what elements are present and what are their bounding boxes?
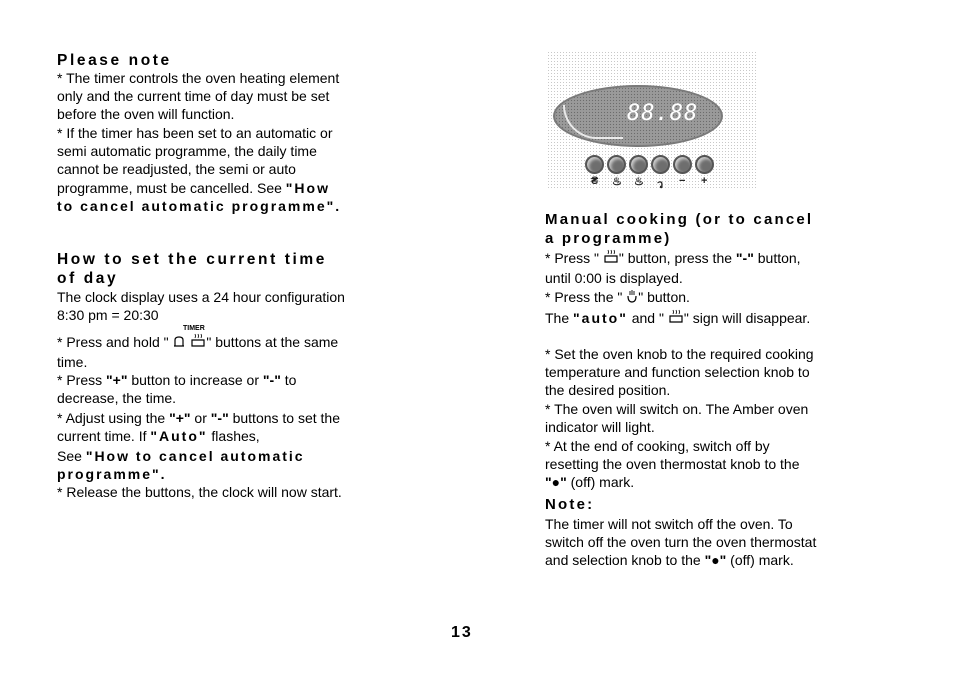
plus-icon: +	[701, 175, 708, 187]
note-heading: Note:	[545, 496, 595, 513]
p4-text-c: to decrease, the time.	[57, 372, 297, 407]
manual-p5: * The oven will switch on. The Amber oven indicator will light.	[545, 401, 809, 436]
set-time-p1: The clock display uses a 24 hour configuration	[57, 289, 345, 305]
manual-p1-text-b: " button, press the	[618, 250, 736, 266]
manual-p2	[545, 288, 820, 308]
cooking-pot-icon	[668, 309, 684, 329]
set-time-p6	[57, 447, 347, 483]
manual-hand-icon	[626, 290, 638, 308]
manual-p3-text-c: " sign will disappear.	[683, 310, 811, 326]
p5-text-or: or	[190, 410, 211, 426]
set-time-p3	[57, 333, 347, 371]
p5-text-c: flashes,	[207, 428, 260, 445]
note-text	[545, 515, 820, 570]
manual-p2-text-b: " button.	[638, 289, 690, 305]
p5-text-b: buttons to set the current time. If	[57, 410, 340, 445]
note-text-a: The timer will not switch off the oven. To switch off the oven turn the oven thermostat and selection knob to the	[545, 516, 817, 569]
p6-text-a: See	[57, 448, 86, 464]
panel-button-5	[673, 155, 692, 174]
manual-p4: * Set the oven knob to the required cooking temperature and function selection knob to the desired position.	[545, 346, 814, 399]
plus-symbol: "+"	[106, 372, 128, 388]
set-time-p3-text-a: * Press and hold "	[57, 334, 169, 350]
set-time-heading: How to set the current time of day	[57, 251, 328, 287]
auto-label: "Auto"	[150, 428, 208, 445]
display-digits: 88.88	[627, 101, 699, 126]
p4-text-b: button to increase or	[127, 372, 263, 388]
p4-text-a: * Press	[57, 372, 107, 388]
manual-p6-text: * At the end of cooking, switch off by resetting the oven thermostat knob to the	[545, 438, 800, 473]
cooking-pot-icon	[603, 249, 619, 269]
minus-icon: −	[679, 175, 686, 187]
minus-symbol: "-"	[210, 410, 229, 426]
off-mark-symbol: "●"	[545, 474, 567, 491]
please-note-p1-text: * The timer controls the oven heating element only and the current time of day must be set before the oven will function.	[57, 70, 340, 123]
manual-hand-icon: ว	[657, 179, 664, 191]
minus-symbol: "-"	[262, 372, 281, 388]
clock-display	[553, 85, 723, 147]
manual-p6	[545, 437, 820, 492]
please-note-p2	[57, 124, 347, 215]
note-text-b: (off) mark.	[726, 552, 794, 569]
auto-label: "auto"	[573, 310, 628, 326]
please-note-p2-text: * If the timer has been set to an automatic or semi automatic programme, the daily time cannot be readjusted, the semi or auto programme, must be cancelled. See	[57, 125, 333, 196]
page-number: 13	[451, 624, 473, 641]
please-note-heading: Please note	[57, 52, 172, 69]
cooking-pot-icon: ♨	[612, 176, 622, 188]
cancel-programme-reference: "How to cancel automatic programme".	[57, 179, 342, 214]
manual-cooking-heading: Manual cooking (or to cancel a programme)	[545, 211, 814, 247]
end-time-icon: ♨	[634, 176, 644, 188]
manual-p3-text-b: and "	[627, 310, 664, 326]
manual-p6-text-b: (off) mark.	[566, 474, 635, 491]
off-mark-symbol: "●"	[704, 552, 727, 569]
manual-p3-text-a: The	[545, 310, 574, 326]
manual-p1-text-c: button, until 0:00 is displayed.	[545, 250, 801, 287]
set-time-p5	[57, 409, 347, 445]
manual-p1	[545, 249, 820, 287]
manual-p2-text-a: * Press the "	[545, 289, 623, 305]
panel-button-3	[629, 155, 648, 174]
panel-button-4	[651, 155, 670, 174]
manual-p3	[545, 309, 820, 329]
set-time-p4	[57, 371, 347, 407]
bell-icon	[172, 335, 186, 353]
manual-p1-text-a: * Press "	[545, 250, 599, 266]
cancel-programme-reference: "How to cancel automatic programme".	[57, 448, 305, 483]
panel-button-6	[695, 155, 714, 174]
set-time-p3-text-b: " buttons at the same time.	[57, 334, 339, 371]
set-time-p2: 8:30 pm = 20:30	[57, 307, 159, 323]
timer-label: TIMER	[183, 325, 205, 332]
cooking-pot-icon	[190, 333, 206, 353]
p5-text-a: * Adjust using the	[57, 410, 170, 426]
control-panel-illustration	[547, 51, 758, 189]
please-note-p1	[57, 69, 347, 124]
display-arc	[563, 105, 623, 139]
set-time-p7: * Release the buttons, the clock will now start.	[57, 484, 342, 500]
panel-button-2	[607, 155, 626, 174]
plus-symbol: "+"	[169, 410, 191, 426]
bell-icon: ₴	[591, 175, 599, 187]
minus-symbol: "-"	[735, 250, 754, 266]
panel-button-1	[585, 155, 604, 174]
